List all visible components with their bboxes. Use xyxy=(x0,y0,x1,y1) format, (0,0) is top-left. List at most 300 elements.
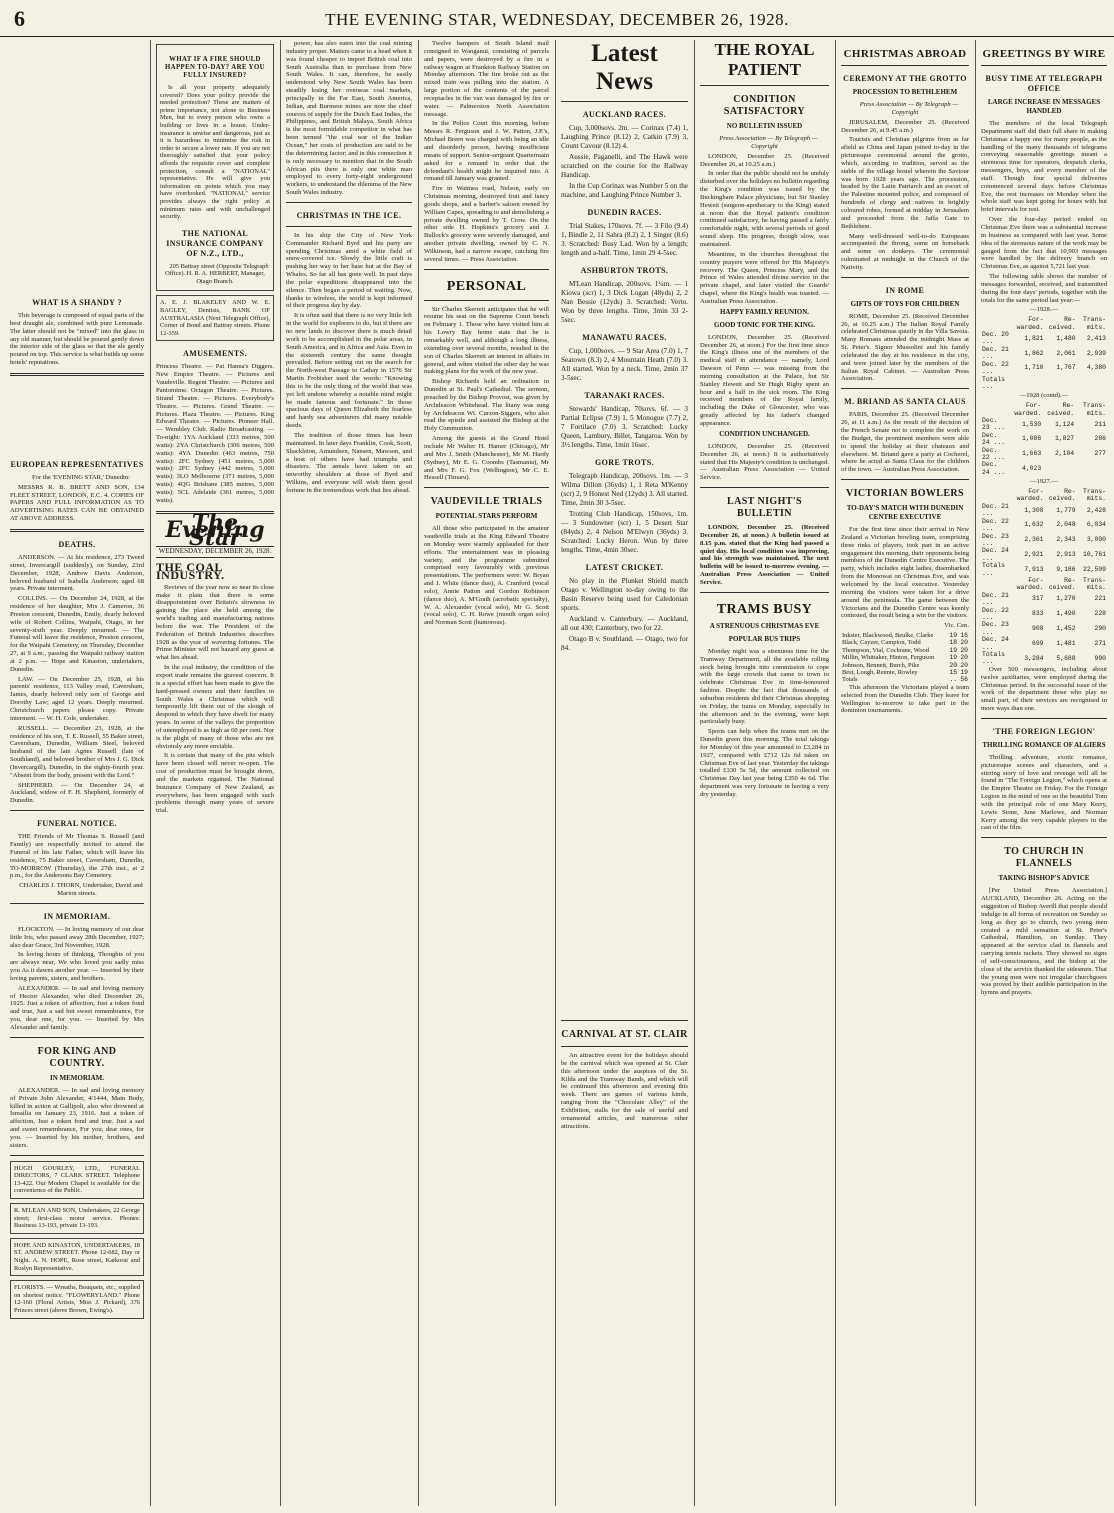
editorial-paragraph: It is certain that many of the pits which have been closed will never re-open. The cost of production must be brought down, and the markets regained. The National Insurance Company of New Zealand, as everywhere, has been engaged with such problems through many years of severe trial. xyxy=(156,752,274,815)
column-1 xyxy=(10,40,144,1506)
telegraph-table-cell: 1,710 xyxy=(1024,364,1044,372)
bowls-cell-name: Millin, Whittaker, Hinton, Ferguson xyxy=(842,654,935,662)
royal-paragraph: Meantime, in the churches throughout the country prayers were offered for His Majesty's recovery. The Queen, Princess Mary, and the Prince of Wales attended divine service in the private chapel, and later visited the Guards' chapel, where the King's health was toasted. — Australian Press Association. xyxy=(700,250,829,305)
column-5 xyxy=(561,40,688,1506)
telegraph-table-cell: 1,490 xyxy=(1056,610,1076,618)
telegraph-table-header xyxy=(981,488,1107,503)
telegraph-table-row xyxy=(981,432,1107,447)
telegraph-table-row xyxy=(981,503,1107,518)
telegraph-table-cell: 2,061 xyxy=(1056,349,1076,357)
telegraph-table xyxy=(981,488,1107,577)
ashburton-trots-heading: ASHBURTON TROTS. xyxy=(580,266,669,275)
memoriam-notice: In loving hours of thinking, Thoughts of you are always near, We who loved you sadly miss you As it dawns another year. — Inserted by their loving parents, sisters, and brothers. xyxy=(10,951,144,982)
european-representatives-sub: For the 'EVENING STAR,' Dunedin: xyxy=(32,473,130,481)
trams-busy-heading: TRAMS BUSY xyxy=(716,601,813,617)
column-3 xyxy=(286,40,412,1506)
condition-unchanged-heading: CONDITION UNCHANGED. xyxy=(719,429,810,438)
telegraph-table-cell: 22,509 xyxy=(1082,565,1106,573)
telegraph-column-header: Re-ceived. xyxy=(1047,402,1075,417)
unchanged-text: LONDON, December 25. (Received December 26, at noon.) It is authoritatively stated that His Majesty's condition is unchanged. — Australian Press Association — United Service. xyxy=(700,442,829,482)
column-rule xyxy=(418,40,419,1506)
telegraph-table-cell: 1,480 xyxy=(1056,334,1076,342)
telegraph-column-header xyxy=(981,402,1008,417)
column-2 xyxy=(156,40,274,1506)
telegraph-table-cell xyxy=(1075,461,1107,476)
insurance-ad xyxy=(156,44,274,291)
column-7 xyxy=(841,40,969,1506)
vaudeville-heading: VAUDEVILLE TRIALS xyxy=(430,496,543,508)
divider xyxy=(286,226,412,227)
deaths-heading: DEATHS. xyxy=(58,539,96,549)
editorial-paragraph: Reviews of the year now so near its close make it plain that there is some disappointment over Britain's slowness in gaining the place she held among the world's trading and manufacturing nations before the war. The President of the Federation of British Industries describes 1928 as the year of wavering fortunes. The Prime Minister will not hazard any guess at what lies ahead. xyxy=(156,583,274,662)
bowls-row xyxy=(841,654,969,661)
divider xyxy=(700,487,829,488)
press-association-credit: Press Association — By Telegraph — Copyright xyxy=(719,135,818,150)
divider xyxy=(10,529,144,532)
briand-text: PARIS, December 25. (Received December 26, at 11 a.m.) As the result of the decision of the French Senate not to complete the work on the Budget, the prominent members were able to spend the holiday at their chateaux and elsewhere. M. Briand gave a party at Cocherel, where he acted as Santa Claus for the children of the town. — Australian Press Association. xyxy=(841,411,969,474)
bowls-row xyxy=(841,669,969,676)
funeral-notice-heading: FUNERAL NOTICE. xyxy=(37,819,117,829)
telegraph-table-cell: Dec. 24 ... xyxy=(982,636,1009,651)
bowls-cell-name: Thompson, Vial, Cochrane, Wood xyxy=(842,646,929,654)
bowls-cell-name: Johnson, Bennett, Burch, Pike xyxy=(842,661,920,669)
race-result: Telegraph Handicap, 200sovs. 1m. — 3 Wilma Dillon (36yds) 1, 1 Reta M'Kenny (scr) 2, 9 Honest Ned (12yds) 3. All started. Time, 2min 30 3-5sec. xyxy=(561,472,688,507)
carnival-text: An attractive event for the holidays should be the carnival which was opened at St. Clair this afternoon under the auspices of the St. Kilda and the Tramway Bands, and which will be continued this afternoon and evening this week. There are games of various kinds, ranging from the "Chocolate Alley" of the Exhibition, stalls for the sale of useful and ornamental articles, and numerous other attractions. xyxy=(561,1052,688,1130)
jerusalem-paragraph: Many well-dressed well-to-do Europeans accompanied the throng, some on horseback and some on donkeys. The ceremonial culminated at midnight in the Church of the Nativity. xyxy=(841,232,969,271)
telegraph-table-cell: Dec. 21 ... xyxy=(982,502,1009,518)
no-bulletin-subheading: NO BULLETIN ISSUED xyxy=(726,122,803,130)
grotto-heading: CEREMONY AT THE GROTTO xyxy=(843,74,967,83)
telegraph-table-cell: 699 xyxy=(1032,639,1044,647)
bowls-cell-vic: 19 xyxy=(949,654,958,662)
telegraph-table-cell: 2,939 xyxy=(1086,349,1106,357)
divider xyxy=(10,903,144,904)
ice-paragraph: In his ship the City of New York Commander Richard Byrd and his party are spending Christmas amid a white field of snow-covered ice. Slowly the little craft is pushing her way to her base hut at the Bay of Whales. So far all has gone well. In past days the polar expeditions disappeared into the silence. Then began a period of waiting. Now, thanks to wireless, the world is kept informed of their progress day by day. xyxy=(286,231,412,310)
bowls-cell-cen: 16 xyxy=(960,632,968,640)
death-notice: ANDERSON. — At his residence, 273 Tweed street, Invercargill (suddenly), on Sunday, 23rd December, 1928, Andrew Davis Anderson, beloved husband of Isabella Anderson; aged 68 years. Private interment. xyxy=(10,553,144,593)
wire-paragraph: The members of the local Telegraph Department staff did their full share in making Christmas a happy one for many people, as the handling of the many thousands of telegrams conveying seasonable greetings meant a strenuous time for operators, despatch clerks, messengers, boys, and every member of the staff. Though four special deliveries commenced several days before Christmas Eve, the rest increases on Monday when the whole staff was kept going for hours with but brief intervals for rest. xyxy=(981,120,1107,214)
column-rule xyxy=(150,40,151,1506)
telegraph-table-row xyxy=(981,607,1107,622)
bowls-results-table xyxy=(841,632,969,684)
page-number: 6 xyxy=(14,6,25,31)
foreign-legion-heading: 'THE FOREIGN LEGION' xyxy=(992,726,1096,736)
telegraph-table-header xyxy=(981,316,1107,331)
trams-paragraph: Sports can help when the teams met on the Dunedin green this morning. The total takings for Monday of this year amounted to £3,284 in 1927, compared with £712 12s 6d taken on Christmas Eve of last year. Yesterday the takings totalled £330 5s 5d, the amount collected on Christmas Day last year being £350 4s 6d. The department was very fortunate in having a very dry yesterday. xyxy=(700,728,829,798)
trams-paragraph: Monday night was a strenuous time for the Tramway Department, all the available rolling stock being brought into commission to cope with the large crowds that came to town to celebrate Christmas Eve in time-honoured fashion. Despite the fact that thousands of suburban residents did their Christmas shopping on Friday, the trams on Monday, especially in the afternoon and in the evening, were kept particularly busy. xyxy=(700,647,829,726)
telegraph-column-header: For-warded. xyxy=(1016,488,1044,503)
condition-heading: CONDITION SATISFACTORY xyxy=(723,94,806,117)
telegraph-table-cell: Dec. 22 ... xyxy=(982,517,1009,533)
insurance-ad-heading: WHAT IF A FIRE SHOULD HAPPEN TO-DAY? ARE YOU FULLY INSURED? xyxy=(164,56,265,79)
ice-paragraph: The tradition of those times has been maintained. In later days Franklin, Cook, Scott, Shackleton, Amundsen, Nansen, Mawson, and a host of others have had triumphs and disasters. The annals have taken on an unworthy shoulders at those of Byrd and Wilkins, and everyone will wish them good fortune in the tremendous work that lies ahead. xyxy=(286,431,412,494)
column-4 xyxy=(424,40,549,1506)
telegraph-table-cell: 1,124 xyxy=(1054,420,1075,428)
divider xyxy=(424,269,549,270)
telegraph-table-cell: 7,913 xyxy=(1024,565,1044,573)
flannels-text: [Per United Press Association.] AUCKLAND, December 26. Acting on the suggestion of Bishop Averill that people should indulge in all forms of recreation on Sunday so long as they go to church, two young men created a mild sensation at St. Peter's Cathedral, Hamilton, on Sunday. They appeared at the service clad in flannels and carrying tennis rackets. They showed no signs of self-consciousness, and the bishop at the close of the service thanked the sidesmen. That the young men were not irregular churchgoers was proved by their audible participation in the hymns and prayers. xyxy=(981,887,1107,997)
king-and-country-text: ALEXANDER. — In sad and loving memory of Private John Alexander, 4/1444, Main Body, killed in action at Gallipoli, also who drowned at Ismailia on January 23, 1916. Just a token of affection, Just a token fond and true. Just a sad and sweet remembrance, For you, dear ones, for you. — Inserted by his mother, brothers, and sisters. xyxy=(10,1086,144,1149)
divider xyxy=(561,101,688,102)
divider xyxy=(981,837,1107,838)
divider xyxy=(981,65,1107,66)
bowls-cell-vic: 15 xyxy=(949,669,958,677)
divider xyxy=(561,1046,688,1047)
undertaker-ad: R. M'LEAN AND SON, Undertakers, 22 George street; first-class motor service. Phones: Business 13-193, private 13-193. xyxy=(10,1203,144,1234)
telegraph-table-row xyxy=(981,592,1107,607)
telegraph-table-cell: Dec. 21 ... xyxy=(982,345,1009,361)
telegraph-table-cell: Totals ... xyxy=(982,562,1006,577)
telegraph-table-row xyxy=(981,651,1107,666)
bowls-cell-cen: 20 xyxy=(960,639,968,647)
telegraph-table-cell: Dec. 24 ... xyxy=(982,431,1006,447)
personal-paragraph: Sir Charles Skerrett anticipates that he will resume his seat on the Supreme Court bench on February 1. Those who have visited him at his Lowry Bay home state that he is remarkably well, and although a long illness, extending over several months, resulted in the son of Charles Skerrett an interest in affairs in general, and when visited the other day he was making plans for the work of the new year. xyxy=(424,305,549,376)
column-rule xyxy=(835,40,836,1506)
divider xyxy=(700,85,829,86)
telegraph-table-year: —1928.— xyxy=(1029,306,1059,314)
auckland-races-heading: AUCKLAND RACES. xyxy=(582,110,667,119)
telegraph-table-row xyxy=(981,547,1107,562)
latest-cricket-heading: LATEST CRICKET. xyxy=(585,563,664,572)
telegraph-table-cell: Dec. 22 ... xyxy=(982,446,1006,461)
bowls-cell-name: Best, Lough, Rennie, Rowley xyxy=(842,669,918,677)
vaudeville-text: All those who participated in the amateur vaudeville trials at the King Edward Theatre on Monday were warmly applauded for their efforts. The entertainment was in pleasing variety, and the programme submitted comprised very favourably with previous presentations. The performers were: W. Bryan and J. White (dance duo), A. Cranford (vocal solo), Annie Patton and Gordon Robinson (dance duo), A. M'Grath (acrobatic specialty), W. A. Alexander (vocal solo), Mr G. Scott (vocal solo), C. H. Rowe (mouth organ solo) and Norman Scott (humorous). xyxy=(424,525,549,627)
christmas-abroad-heading: CHRISTMAS ABROAD xyxy=(843,48,967,60)
editorial-heading: THE COAL INDUSTRY. xyxy=(156,560,225,582)
telegraph-office-heading: BUSY TIME AT TELEGRAPH OFFICE xyxy=(985,74,1103,93)
amusements-heading: AMUSEMENTS. xyxy=(183,349,247,359)
cricket-result: Otago B v. Southland. — Otago, two for 84. xyxy=(561,635,688,652)
telegraph-table-cell: 9,186 xyxy=(1056,565,1076,573)
ice-paragraph: It is often said that there is no very little left in the world for explorers to do, but if there are no new lands to discover there is much detail work to be accomplished in the polar areas, in South America, and in Africa and Asia. Even in the sixteenth century the same thought prevailed. Before setting out on the search for the North-west Passage to Cathay in 1576 Sir Martin Frobisher used the words: "Knowing this to be the only thing of the world that was yet left undone whereby a notable mind might be made famous and fortunate." In those spacious days of Queen Elizabeth the fearless and hardy sea adventurers did many notable deeds. xyxy=(286,312,412,430)
bowls-cell-cen: 20 xyxy=(960,646,968,654)
nelson-fire-text: Fire in Waimea road, Nelson, early on Christmas morning, destroyed fruit and fancy goods shops, and a barber's saloon owned by William Capes, spreading to and demolishing a private dwelling owned by T. Crow. On the other side H. Hopkins's grocery and J. Bullock's grocery were severely damaged, and another private dwelling, owned by C. N. Wilkinson, had a narrow escape, catching fire several times. — Press Association. xyxy=(424,185,549,263)
telegraph-table-cell: 1,086 xyxy=(1022,435,1042,443)
editorial-paragraph: In the coal industry, the condition of the export trade remains the gravest concern. It is a special effort has been made to give the hard-pressed owners and their families in South Wales a Christmas which will temporarily lift them out of the slough of despond in which they have dwelt for many years. In some of the valleys the proportion of unemployed is as high as 60 per cent. Nor is the plight of many of those who are not obviously any more enviable. xyxy=(156,664,274,750)
bowls-table-header: Vic. Cen. xyxy=(944,622,969,630)
large-increase-subheading: LARGE INCREASE IN MESSAGES HANDLED xyxy=(987,98,1101,115)
bowls-cell-vic: .. xyxy=(949,676,958,684)
bowlers-end-text: This afternoon the Victorians played a team selected from the Dunedin Club. They leave for Wellington to-morrow to take part in the dominion tournaments. xyxy=(841,683,969,715)
telegraph-table-cell xyxy=(1045,376,1077,391)
race-result: Trotting Club Handicap, 150sovs, 1m. — 3 Sundowner (scr) 1, 5 Desert Star (84yds) 2, 4 Nelson M'Elwyn (36yds) 3. Scratched: Lucky Heron. Won by three lengths. Time, 4min 30sec. xyxy=(561,510,688,554)
florist-ad: FLORISTS. — Wreaths, Bouquets, etc., supplied on shortest notice. "FLOWERYLAND." Phone 12-160 (Floral Artists, Miss J. Pickard), 376 Princes street (above Brown, Ewing's). xyxy=(10,1280,144,1318)
telegraph-table-cell: 833 xyxy=(1032,610,1044,618)
column-rule xyxy=(555,40,556,1506)
foreign-legion-subheading: THRILLING ROMANCE OF ALGIERS xyxy=(982,740,1106,749)
police-court-text: In the Police Court this morning, before Messrs R. Ferguson and J. W. Patton, J.P.'s, Michael Breen was charged with being an idle and disorderly person, having insufficient means of support. Senior-sergeant Quartermain asked for a remand in order that the defendant's health might be inquired into. A remand till January was granted. xyxy=(424,120,549,183)
telegraph-column-header: Re-ceived. xyxy=(1048,576,1076,592)
memoriam-notice: FLOCKTON. — In loving memory of our dear little Iris, who passed away 28th December, 1927; also dear Grace, 3rd November, 1928. xyxy=(10,925,144,949)
procession-subheading: PROCESSION TO BETHLEHEM xyxy=(852,88,958,96)
king-and-country-heading: FOR KING AND COUNTRY. xyxy=(37,1045,117,1069)
telegraph-table-cell: 271 xyxy=(1094,639,1106,647)
newspaper-running-title: THE EVENING STAR, WEDNESDAY, DECEMBER 26, 1928. xyxy=(325,10,789,29)
telegraph-column-header: Re-ceived. xyxy=(1048,316,1076,331)
telegraph-table-cell: 4,380 xyxy=(1086,364,1106,372)
last-night-bulletin-heading: LAST NIGHT'S BULLETIN xyxy=(727,496,802,520)
telegraph-table-cell: 908 xyxy=(1032,625,1044,633)
insurance-ad-address: 205 Battray street (Opposite Telegraph Office). H. R. A. HERBERT, Manager, Otago Branch. xyxy=(165,262,269,285)
telegraph-tables xyxy=(981,306,1107,665)
telegraph-table-year: —1928 (contd).— xyxy=(1019,392,1069,400)
telegraph-table-row xyxy=(981,346,1107,361)
gore-trots-heading: GORE TROTS. xyxy=(595,458,654,467)
press-association-credit: Press Association — By Telegraph — Copyright xyxy=(859,101,959,116)
race-result: Trial Stakes, 170sovs. 7f. — 3 Filo (9.4) 1, Bindle 2, 11 Sahra (8.2) 2, 1 Singer (8.6) 3. Scratched: Busy Lad. Won by a length; length and a-half. Time, 1min 29 4-5sec. xyxy=(561,222,688,257)
divider xyxy=(700,592,829,593)
bishops-advice-subheading: TAKING BISHOP'S ADVICE xyxy=(998,874,1090,883)
personal-paragraph: Among the guests at the Grand Hotel include Mr Walter H. Hamer (Chicago), Mr and Mrs J. Smith (Manchester), Mr M. Hardy (Sydney), Mr E. G. Coombs (Tasmania), Mr and Mrs F. G. Fox (Wellington), Mr C. E. Hessell (Timaru). xyxy=(424,435,549,482)
royal-paragraph: LONDON, December 25. (Received December 26, at 10.25 a.m.) xyxy=(700,152,829,168)
family-text: LONDON, December 25. (Received December 26, at noon.) For the first time since the King's illness one of the members of the medical staff in attendance — namely, Lord Dawson of Penn — was missing from the morning consultation at the Palace, but Sir Stanley Hewett and Sir Hugh Rigby spent an hour and a half in the sick room. The King received members of the Royal family, including the Duke of Gloucester, who was greatly affected by his father's changed appearance. xyxy=(700,333,829,427)
bowlers-subheading: TO-DAY'S MATCH WITH DUNEDIN CENTRE EXECUTIVE xyxy=(846,504,964,522)
shandy-heading: WHAT IS A SHANDY ? xyxy=(32,298,122,307)
telegraph-column-header: For-warded. xyxy=(1014,402,1042,417)
funeral-notice-signature: CHARLES J. THORN, Undertaker, David and Marion streets. xyxy=(19,882,143,898)
telegraph-column-header: Trans-mits. xyxy=(1082,488,1106,503)
telegraph-table-cell: 2,428 xyxy=(1086,506,1106,514)
death-notice: RUSSELL. — December 23, 1928, at the residence of his son, T. E. Russell, 55 Baker street, Caversham, Dunedin, William Steel, beloved husband of the late Agnes Russell (late of Southland), and beloved brother of Mrs J. G. Dick (Invercargill), Dunedin, in the eighty-fourth year. "Absent from the body, present with the Lord." xyxy=(10,724,144,779)
telegraph-table-cell: Totals ... xyxy=(982,375,1006,390)
greetings-by-wire-heading: GREETINGS BY WIRE xyxy=(982,48,1106,60)
telegraph-table-cell: Dec. 22 ... xyxy=(982,606,1009,621)
victorian-bowlers-heading: VICTORIAN BOWLERS xyxy=(845,488,965,500)
undertaker-ad: HUGH GOURLEY, LTD., FUNERAL DIRECTORS, 7 CLARK STREET. Telephone 13-422. Our Modern Chapel is available for the convenience of the Public. xyxy=(10,1161,144,1199)
telegraph-column-header: Re-ceived. xyxy=(1048,488,1076,503)
telegraph-table-row xyxy=(981,562,1107,577)
page-header xyxy=(0,0,1114,37)
telegraph-table-row xyxy=(981,376,1107,391)
mail-fire-text: Twelve hampers of South Island mail consigned to Wanganui, consisting of parcels and papers, were destroyed by a fire in a railway wagon at Frankton Railway Station on Monday afternoon. The fire broke out as the mixed train was pulling into the station. A large portion of the contents of the parcel receptacles in the van was damaged by fire or water. — Palmerston North Association message. xyxy=(424,40,549,118)
divider xyxy=(841,479,969,480)
telegraph-table-cell: 1,779 xyxy=(1056,506,1076,514)
in-rome-heading: IN ROME xyxy=(885,285,925,295)
telegraph-table-cell: 6,034 xyxy=(1086,521,1106,529)
wire-end-text: Over 500 messengers, including about twelve auxiliaries, were employed during the Christmas period. In the successful issue of the work of the department those who play no small part, of their services are recognised in more ways than one. xyxy=(981,665,1107,713)
memoriam-notice: ALEXANDER. — In sad and loving memory of Hector Alexander, who died December 26, 1925. Just a token of affection, Just a token fond and true, Just a sad but sweet remembrance, For you, dear one, for you. — Inserted by Mrs Alexander and family. xyxy=(10,984,144,1031)
carnival-heading: CARNIVAL AT ST. CLAIR xyxy=(561,1029,688,1040)
telegraph-table-cell: 3,284 xyxy=(1024,654,1044,662)
latest-news-heading: Latest News xyxy=(591,40,658,95)
bowls-cell-cen: 20 xyxy=(960,654,968,662)
amusements-text: Princess Theatre. — Pat Hanna's Diggers. New Empire Theatre. — Pictures and Vaudeville. Regent Theatre. — Pictures and Pantomime. Octagon Theatre. — Pictures. Strand Theatre. — Pictures. Everybody's Theatre. — Pictures. Grand Theatre. — Pictures. Plaza Theatre. — Pictures. King Edward Theatre. — Pictures. Pioneer Hall. — Wembley Club. Radio Broadcasting. — To-night: 1YA Auckland (333 metres, 500 watts): 2YA Christchurch (306 metres, 500 watts): 4YA Dunedin (463 metres, 750 watts): 2FC Sydney (451 metres, 5,000 watts): 2FC Sydney (442 metres, 5,000 watts): 3LO Melbourne (371 metres, 5,000 watts): 4QG Brisbane (385 metres, 5,000 watts): 5CL Adelaide (361 metres, 5,000 watts). xyxy=(156,363,274,504)
telegraph-table-row xyxy=(981,361,1107,376)
rome-subheading: GIFTS OF TOYS FOR CHILDREN xyxy=(850,299,960,308)
telegraph-table-cell: 990 xyxy=(1094,654,1106,662)
bowls-row xyxy=(841,662,969,669)
bowlers-text: For the first time since their arrival in New Zealand a Victorian bowling team, comprising three rinks of players, took part in an active engagement this morning, their opponents being members of the Dunedin Centre Executive. The party, which includes eight ladies, disembarked from the Monowai on Christmas Eve, and was welcomed by the local executive. Yesterday morning the visitors were taken for a drive around the peninsula. The game between the Victorians and the Dunedin Centre was keenly contested, the result being a win for the visitors. xyxy=(841,526,969,620)
telegraph-table-header xyxy=(981,577,1107,592)
bowls-cell-name: Totals xyxy=(842,676,858,684)
telegraph-table-row xyxy=(981,621,1107,636)
personal-heading: PERSONAL xyxy=(446,278,527,294)
telegraph-table-header xyxy=(981,402,1107,417)
telegraph-table-cell: Dec. 23 ... xyxy=(982,621,1009,636)
divider xyxy=(424,487,549,488)
column-rule xyxy=(694,40,695,1506)
divider xyxy=(841,388,969,389)
race-result: Cup, 3,000sovs. 2m. — Corinax (7.4) 1, Laughing Prince (8.12) 2, Catkin (7.9) 3, Count Cavour (8.12) 4. xyxy=(561,124,688,150)
race-result: Cup, 1,000sovs. — 9 Star Area (7.0) 1, 7 Seatown (8.3) 2, 4 Mountain Heath (7.0) 3. All started. Won by a neck. Time, 2min 37 3-5sec. xyxy=(561,347,688,382)
divider xyxy=(10,810,144,811)
telegraph-table-cell: 4,023 xyxy=(1022,465,1042,473)
telegraph-table-cell: 1,481 xyxy=(1056,639,1076,647)
insurance-ad-company: THE NATIONAL INSURANCE COMPANY OF N.Z., LTD., xyxy=(166,228,264,258)
telegraph-table-cell: 1,530 xyxy=(1022,420,1042,428)
telegraph-table-cell: 1,663 xyxy=(1022,450,1042,458)
newspaper-nameplate: The Evening Star xyxy=(165,509,265,552)
telegraph-table-cell: Dec. 21 ... xyxy=(982,591,1009,607)
bowls-results-body xyxy=(841,632,969,684)
bowls-total-row xyxy=(841,676,969,683)
shandy-text: This beverage is composed of equal parts of the best draught ale, combined with pure Lemonade. The latter should not be "mixed" into the glass in any old manner, but should be poured gently down the interior side of the glass so that the ale gently poured on top. This service is what builds up some hotels' reputations. xyxy=(10,312,144,367)
telegraph-table-cell: 1,308 xyxy=(1024,506,1044,514)
blank-space xyxy=(10,40,144,290)
bowls-cell-cen: 19 xyxy=(960,669,968,677)
divider xyxy=(10,1037,144,1038)
taranaki-races-heading: TARANAKI RACES. xyxy=(584,391,665,400)
bowls-cell-name: Black, Cayzer, Campion, Todd xyxy=(842,639,921,647)
christmas-in-ice-heading: CHRISTMAS IN THE ICE. xyxy=(296,210,402,220)
briand-heading: M. BRIAND AS SANTA CLAUS xyxy=(844,397,966,407)
in-memoriam-heading: IN MEMORIAM. xyxy=(43,911,111,921)
telegraph-table-cell: 2,921 xyxy=(1024,551,1044,559)
telegraph-table-cell: 1,270 xyxy=(1056,595,1076,603)
wire-paragraph: Over the four-day period ended on Christmas Eve there was a substantial increase in business as compared with last year. Some idea of the strenuous nature of the work may be gauged from the fact that 10,903 messages were handled by the delivery branch on Christmas Eve, as against 5,721 last year. xyxy=(981,216,1107,271)
divider xyxy=(981,718,1107,719)
telegraph-table-row xyxy=(981,636,1107,651)
telegraph-column-header: For-warded. xyxy=(1016,576,1044,592)
bowls-row xyxy=(841,639,969,646)
telegraph-column-header: Trans-mits. xyxy=(1082,402,1106,417)
dunedin-races-heading: DUNEDIN RACES. xyxy=(587,208,662,217)
church-in-flannels-heading: TO CHURCH IN FLANNELS xyxy=(1004,846,1084,870)
royal-patient-heading: THE ROYAL PATIENT xyxy=(714,40,815,79)
royal-paragraph: In order that the public should not be unduly disturbed over the holidays no bulletin regarding the King's condition was issued by the Buckingham Palace physicians, but Sir Stanley Hewett (surgeon-apothecary to the King) stated at noon that the Royal patient's condition continued satisfactory, he having passed a fairly comfortable night, with several periods of good sound sleep. His progress, though slow, was maintained. xyxy=(700,170,829,248)
good-tonic-heading: GOOD TONIC FOR THE KING. xyxy=(714,320,815,329)
telegraph-table-cell: Dec. 22 ... xyxy=(982,360,1009,376)
telegraph-table-cell: 1,827 xyxy=(1054,435,1075,443)
trams-subheading: A STRENUOUS CHRISTMAS EVE xyxy=(709,621,820,630)
european-representatives-heading: EUROPEAN REPRESENTATIVES xyxy=(10,459,144,469)
bowls-cell-cen: 56 xyxy=(960,676,968,684)
telegraph-column-header xyxy=(981,488,1011,503)
telegraph-table xyxy=(981,577,1107,666)
telegraph-table-cell: 5,688 xyxy=(1056,654,1076,662)
telegraph-table-row xyxy=(981,447,1107,462)
cricket-result: Auckland v. Canterbury. — Auckland, all out 430; Canterbury, two for 22. xyxy=(561,615,688,632)
insurance-ad-text: Is all your property adequately covered? Does your policy provide the needed protection? These are matters of prime importance, not alone to Business Men, but to every person who owns a building or lives in a house. Under-insurance is unwise and dangerous, just as it is hazardous to minimise the risk in order to secure a lower rate. If you are not thoroughly satisfied that your policy affords the requisite cover and complete protection, consult a "NATIONAL" representative. He will give you information on points which you may have overlooked. "NATIONAL" service provides always the right policy at minimum rates and with unchallenged security. xyxy=(160,84,270,221)
telegraph-table-cell: Dec. 20 ... xyxy=(982,331,1009,346)
race-result: M'Lean Handicap, 200sovs. 1¼m. — 1 Kiowa (scr) 1, 3 Dick Logan (48yds) 2, 2 Nan Bessie (12yds) 3. Scratched: Verto. Won by three lengths. Time, 3min 33 2-5sec. xyxy=(561,280,688,324)
telegraph-table-cell: 1,767 xyxy=(1056,364,1076,372)
column-6 xyxy=(700,40,829,1506)
telegraph-table-cell: 2,343 xyxy=(1056,536,1076,544)
divider xyxy=(841,65,969,66)
telegraph-table-cell: 1,862 xyxy=(1024,349,1044,357)
funeral-notice-text: THE Friends of Mr Thomas S. Russell (and Family) are respectfully invited to attend the Funeral of his late Father, which will leave his residence, 75 Baker street, Caversham, Dunedin, TO-MORROW (Thursday), the 27th inst., at 2 p.m., for the Andersons Bay Cemetery. xyxy=(10,833,144,880)
trams-subheading-2: POPULAR BUS TRIPS xyxy=(728,634,801,643)
telegraph-table-cell: 3,000 xyxy=(1086,536,1106,544)
divider xyxy=(561,1020,688,1021)
divider xyxy=(841,277,969,278)
death-notice: LAW. — On December 25, 1928, at his parents' residence, 113 Valley road, Caversham, James, dearly beloved only son of George and Dorothy Law; aged 12 years. Deeply mourned. Christchurch papers please copy. Private interment. — W. H. Cole, undertaker. xyxy=(10,675,144,722)
bowls-cell-vic: 19 xyxy=(949,646,958,654)
telegraph-table-cell: Dec. 24 ... xyxy=(982,461,1006,476)
telegraph-column-header: Trans-mits. xyxy=(1082,576,1106,592)
manawatu-races-heading: MANAWATU RACES. xyxy=(582,333,667,342)
telegraph-column-header: For-warded. xyxy=(1016,316,1044,331)
bowls-cell-name: Inkster, Blackwood, Beulke, Clarke xyxy=(842,632,934,640)
telegraph-table-cell: 211 xyxy=(1094,420,1106,428)
telegraph-table-cell: 1,632 xyxy=(1024,521,1044,529)
telegraph-table-cell xyxy=(1077,376,1107,391)
telegraph-table-cell: 2,104 xyxy=(1054,450,1075,458)
telegraph-table-cell: Dec. 24 ... xyxy=(982,547,1009,562)
bowls-cell-vic: 20 xyxy=(949,661,958,669)
telegraph-table-cell: 1,821 xyxy=(1024,334,1044,342)
death-notice: COLLINS. — On December 24, 1928, at the residence of her daughter, Mrs J. Cameron, 36 Preston crescent, Dunedin, Emily, dearly beloved wife of Robert Collins, Waipahi, Otago, in her seventy-sixth year. Deeply mourned. — The Funeral will leave the residence, Preston crescent, for the Waipahi Cemetery, on Thursday, December 27, at 9 a.m., passing the Waipahi railway station at 2 p.m. — Hope and Kinaston, undertakers, Dunedin. xyxy=(10,595,144,673)
blank-space xyxy=(561,655,688,1015)
telegraph-table-cell: 221 xyxy=(1094,595,1106,603)
dentist-ad: A. E. J. BLAKELEY AND W. E. BAGLEY, Dentists, BANK OF AUSTRALASIA (Next Telegraph Office), Corner of Bond and Battray streets. Phone 12-359. xyxy=(156,295,274,341)
divider xyxy=(286,202,412,203)
divider xyxy=(424,300,549,301)
death-notice: SHEPHERD. — On December 24, at Auckland, widow of F. H. Shepherd, formerly of Dunedin. xyxy=(10,781,144,805)
telegraph-table-year: —1927.— xyxy=(1029,478,1059,486)
cricket-result: No play in the Plunket Shield match Otago v. Wellington to-day owing to the Basin Reserve being used for Caledonian sports. xyxy=(561,577,688,612)
bowls-row xyxy=(841,632,969,639)
last-night-bulletin-text: LONDON, December 25. (Received December 26, at noon.) A bulletin issued at 8.15 p.m. stated that the King had passed a quiet day. His local condition was improving, and his strength was maintained. The next bulletin will be issued to-morrow evening. — Australian Press Association — United Service. xyxy=(700,524,829,586)
telegraph-table-cell: 286 xyxy=(1094,435,1106,443)
european-representatives-text: MESSRS R. B. BRETT AND SON, 134 FLEET STREET, LONDON, E.C. 4. COPIES OF PAPERS AND FULL INFORMATION AS TO ADVERTISING RATES CAN BE OBTAINED AT ABOVE ADDRESS. xyxy=(10,483,144,523)
telegraph-table-row xyxy=(981,461,1107,476)
telegraph-table-cell: 10,761 xyxy=(1082,551,1106,559)
telegraph-table-cell: 2,048 xyxy=(1056,521,1076,529)
column-rule xyxy=(280,40,281,1506)
column-rule xyxy=(975,40,976,1506)
telegraph-column-header xyxy=(981,316,1011,331)
jerusalem-paragraph: JERUSALEM, December 25. (Received December 26, at 9.45 a.m.) xyxy=(841,118,969,134)
telegraph-table-row xyxy=(981,533,1107,548)
race-result: Stewards' Handicap, 70sovs. 6f. — 3 Partial Eclipse (7.9) 1, 5 Monogue (7.7) 2, 7 Fortilace (7.0) 3. Scratched: Lucky Queen, Lambury, Billet, Tangaroa. Won by 3½ lengths. Time, 1min 16sec. xyxy=(561,405,688,449)
jerusalem-paragraph: Tourists and Christian pilgrims from as far afield as China and Japan joined to-day in the picturesque ceremonial around the grotto, which, according to tradition, served as the stable of the village hostel wherein the Saviour was born 1928 years ago. The procession, headed by the Latin Patriarch and an escort of the Palestine mounted police, and composed of hundreds of clergy and natives in brightly coloured robes, formed at midday in Jerusalem and proceeded from the Jaffa Gate to Bethlehem. xyxy=(841,136,969,230)
divider xyxy=(10,1155,144,1156)
blank-space xyxy=(10,382,144,452)
vaudeville-subheading: POTENTIAL STARS PERFORM xyxy=(435,512,538,521)
column-8 xyxy=(981,40,1107,1506)
king-and-country-sub: IN MEMORIAM. xyxy=(49,1073,105,1082)
telegraph-table-row xyxy=(981,417,1107,432)
telegraph-table xyxy=(981,316,1107,390)
telegraph-table-cell: 277 xyxy=(1094,450,1106,458)
telegraph-table-cell: 2,361 xyxy=(1024,536,1044,544)
telegraph-column-header xyxy=(981,577,1011,592)
telegraph-table-cell: Totals ... xyxy=(982,651,1006,666)
bowls-row xyxy=(841,647,969,654)
telegraph-table xyxy=(981,402,1107,476)
happy-reunion-heading: HAPPY FAMILY REUNION. xyxy=(719,307,810,316)
telegraph-table-cell: 317 xyxy=(1032,595,1044,603)
telegraph-table-cell: Dec. 23 ... xyxy=(982,532,1009,547)
telegraph-table-cell xyxy=(1042,461,1075,476)
telegraph-table-cell: 2,413 xyxy=(1086,334,1106,342)
telegraph-table-cell: 2,913 xyxy=(1056,551,1076,559)
telegraph-table-cell: 228 xyxy=(1094,610,1106,618)
coal-article-text: power, has also eaten into the coal mining industry proper. Matters came to a head when it was found cheaper to import British coal into South Australia than to purchase from New South Wales. It can, therefore, be easily understood why New South Wales has been steadily losing her overseas coal markets, principally in the Far East, South America, Indian, and Burmese mines are now the chief sources of supply for the Dutch East Indies, the Philippines, and British Malaya. South Africa is the most formidable competitor in what has been termed "the coal war of the Indian Ocean," her costs of production are said to be the determining factor; and in this connection it is only necessary to mention that in the South African pits there is only one white man employed to every forty-eight underground workers, to understand the dilemma of the New South Wales industry. xyxy=(286,40,412,197)
editorial-dateline: WEDNESDAY, DECEMBER 26, 1928. xyxy=(156,546,274,558)
